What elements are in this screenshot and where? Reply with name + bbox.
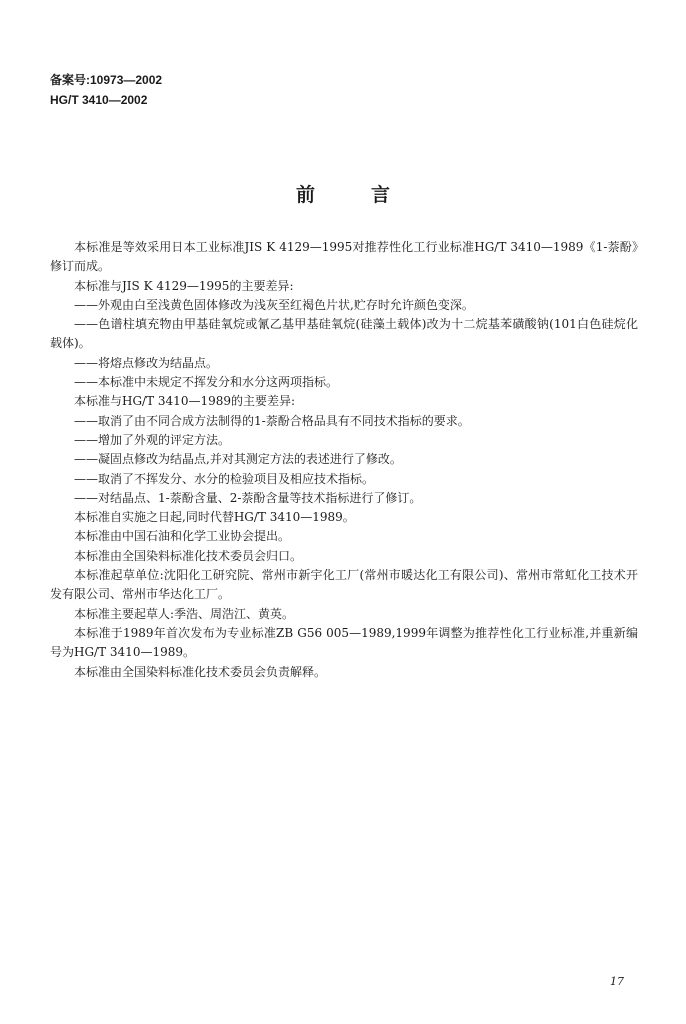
document-body [50,238,638,682]
paragraph: ——将熔点修改为结晶点。 [74,355,219,370]
paragraph: 本标准由全国染料标准化技术委员会归口。 [74,548,303,563]
paragraph: 本标准于1989年首次发布为专业标准ZB G56 005—1989,1999年调整为推荐性化工行业标准,并重新编号为HG/T 3410—1989。 [50,625,638,660]
paragraph: 本标准自实施之日起,同时代替HG/T 3410—1989。 [74,510,355,525]
paragraph: 本标准主要起草人:季浩、周浩江、黄英。 [74,606,295,621]
document-header [50,70,162,110]
paragraph: 本标准由全国染料标准化技术委员会负责解释。 [74,664,327,679]
paragraph: ——取消了由不同合成方法制得的1-萘酚合格品具有不同技术指标的要求。 [74,413,470,428]
standard-number: HG/T 3410—2002 [50,93,148,107]
page-number: 17 [610,975,624,988]
paragraph: ——取消了不挥发分、水分的检验项目及相应技术指标。 [74,471,375,486]
paragraph: ——对结晶点、1-萘酚含量、2-萘酚含量等技术指标进行了修订。 [74,490,422,505]
page-title: 前言 [295,184,446,206]
filing-number: 备案号:10973—2002 [50,73,163,87]
paragraph: ——本标准中未规定不挥发分和水分这两项指标。 [74,375,339,390]
paragraph: ——色谱柱填充物由甲基硅氧烷或氰乙基甲基硅氧烷(硅藻土载体)改为十二烷基苯磺酸钠(101白色硅烷化载体)。 [50,317,638,351]
paragraph: 本标准由中国石油和化学工业协会提出。 [74,529,291,544]
paragraph: 本标准起草单位:沈阳化工研究院、常州市新宇化工厂(常州市暖达化工有限公司)、常州市常虹化工技术开发有限公司、常州市华达化工厂。 [50,568,638,602]
paragraph: ——外观由白至浅黄色固体修改为浅灰至红褐色片状,贮存时允许颜色变深。 [74,297,474,312]
paragraph: 本标准是等效采用日本工业标准JIS K 4129—1995对推荐性化工行业标准HG/T 3410—1989《1-萘酚》修订而成。 [50,240,638,274]
paragraph: ——增加了外观的评定方法。 [74,432,231,447]
paragraph: 本标准与HG/T 3410—1989的主要差异: [74,394,296,409]
paragraph: 本标准与JIS K 4129—1995的主要差异: [74,278,294,293]
paragraph: ——凝固点修改为结晶点,并对其测定方法的表述进行了修改。 [74,452,402,467]
